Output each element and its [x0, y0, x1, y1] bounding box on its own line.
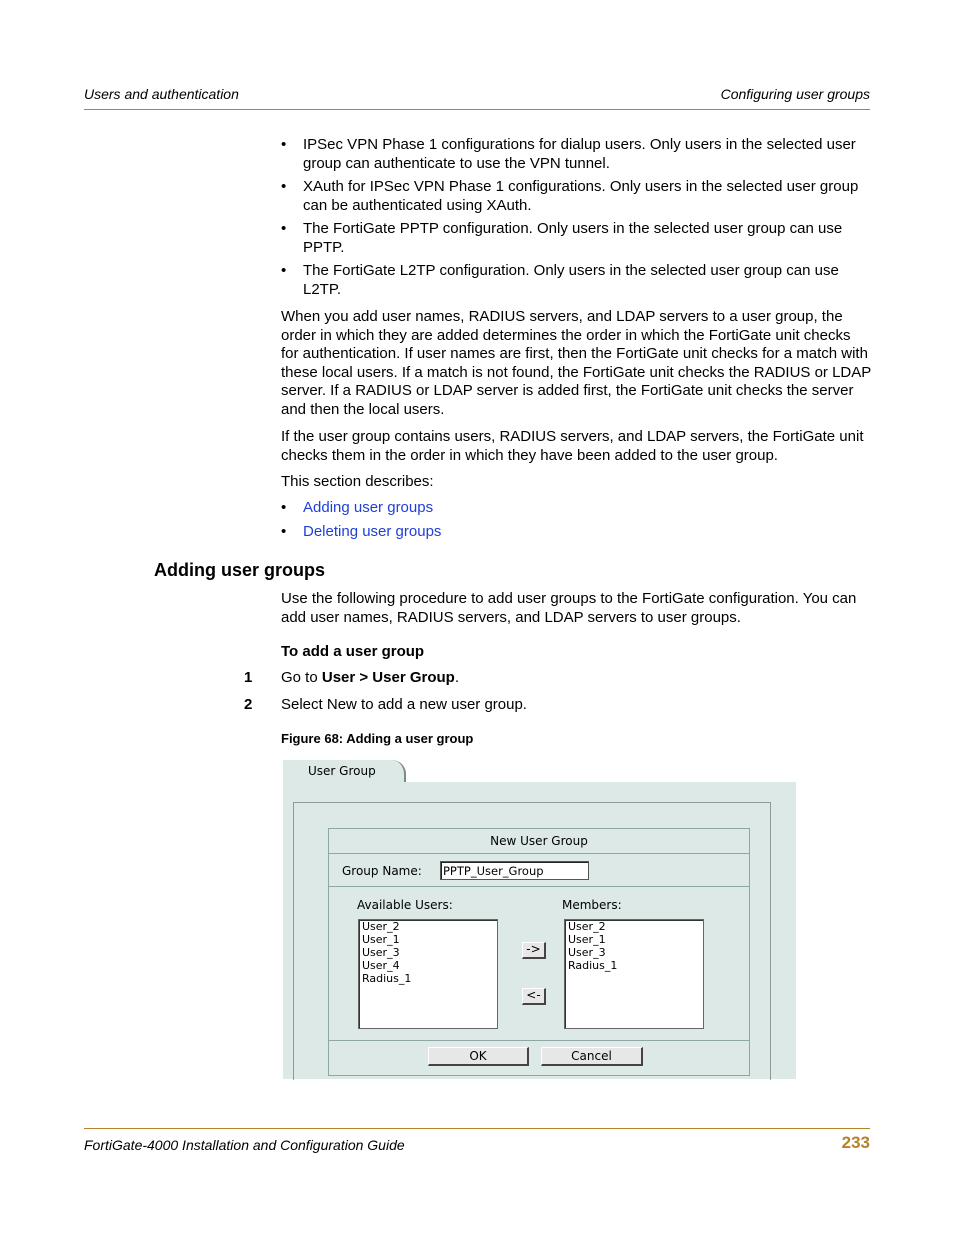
step-text	[281, 669, 459, 688]
step-text-bold: User > User Group	[321, 669, 455, 686]
list-item[interactable]: User_2	[568, 920, 606, 933]
members-list[interactable]	[564, 919, 704, 1029]
list-item[interactable]: User_3	[362, 946, 400, 959]
list-item[interactable]: Radius_1	[568, 959, 618, 972]
list-item[interactable]: User_4	[362, 959, 400, 972]
bullet-dot: •	[281, 262, 287, 279]
step-text-pre: Go to	[281, 669, 322, 686]
button-row-divider	[329, 1040, 749, 1041]
link-bullet	[281, 499, 871, 518]
step-text-post: .	[454, 669, 459, 686]
section-intro: Use the following procedure to add user groups to the FortiGate configuration. You can add user names, RADIUS servers, and LDAP servers to user groups.	[281, 590, 857, 626]
cancel-button[interactable]: Cancel	[541, 1047, 643, 1066]
bullet-text: IPSec VPN Phase 1 configurations for dialup users. Only users in the selected user group can authenticate to use the VPN tunnel.	[303, 136, 856, 172]
running-header-left: Users and authentication	[84, 86, 239, 102]
page-number: 233	[841, 1133, 870, 1152]
tab-edge	[390, 760, 406, 782]
link-bullet	[281, 523, 871, 542]
paragraph-order: When you add user names, RADIUS servers, and LDAP servers to a user group, the order in which they are added determines the order in which the FortiGate unit checks for authentication. If user names are first, then the FortiGate unit checks for a match with these local users. If a match is not found, the FortiGate unit checks the RADIUS or LDAP server. If a RADIUS or LDAP server is added first, the FortiGate unit checks the server and then the local users.	[281, 308, 872, 418]
bullet-dot: •	[281, 220, 287, 237]
step-number: 1	[244, 669, 253, 686]
user-group-tab[interactable]	[283, 760, 406, 782]
step-number: 2	[244, 696, 253, 713]
available-users-label: Available Users:	[357, 898, 453, 912]
bullet-text: The FortiGate L2TP configuration. Only users in the selected user group can use L2TP.	[303, 262, 839, 298]
link-deleting-user-groups[interactable]: Deleting user groups	[303, 523, 442, 540]
bullet-dot: •	[281, 136, 287, 153]
bullet-dot: •	[281, 178, 287, 195]
step-text: Select New to add a new user group.	[281, 696, 527, 713]
link-adding-user-groups[interactable]: Adding user groups	[303, 499, 434, 516]
list-item[interactable]: User_1	[568, 933, 606, 946]
list-item[interactable]: User_3	[568, 946, 606, 959]
bullet-dot: •	[281, 523, 287, 540]
group-name-row	[329, 854, 749, 887]
list-item[interactable]: Radius_1	[362, 972, 412, 985]
bullet-text: The FortiGate PPTP configuration. Only users in the selected user group can use PPTP.	[303, 220, 843, 256]
bullet-item	[281, 220, 871, 257]
list-item[interactable]: User_1	[362, 933, 400, 946]
footer-rule	[84, 1128, 870, 1129]
procedure-title: To add a user group	[281, 643, 425, 660]
figure-caption: Figure 68: Adding a user group	[281, 731, 474, 746]
section-heading: Adding user groups	[154, 560, 325, 580]
bullet-dot: •	[281, 499, 287, 516]
tab-panel	[283, 782, 796, 1079]
ok-button[interactable]: OK	[428, 1047, 529, 1066]
paragraph-mixed: If the user group contains users, RADIUS servers, and LDAP servers, the FortiGate unit checks them in the order in which they have been added to the user group.	[281, 428, 864, 464]
remove-member-button[interactable]: <-	[522, 988, 546, 1005]
add-member-button[interactable]: ->	[522, 942, 546, 959]
header-rule	[84, 109, 870, 110]
footer-title: FortiGate-4000 Installation and Configuration Guide	[84, 1137, 405, 1153]
tab-label: User Group	[308, 764, 376, 778]
panel-title: New User Group	[329, 829, 749, 854]
bullet-text: XAuth for IPSec VPN Phase 1 configurations. Only users in the selected user group can be authenticated using XAuth.	[303, 178, 859, 214]
members-label: Members:	[562, 898, 622, 912]
paragraph-describes: This section describes:	[281, 473, 434, 490]
new-user-group-box	[328, 828, 750, 1076]
group-name-input[interactable]	[440, 861, 589, 880]
bullet-item	[281, 178, 871, 215]
running-header-right: Configuring user groups	[720, 86, 870, 102]
user-group-figure	[283, 760, 796, 1079]
bullet-item	[281, 262, 871, 299]
available-users-list[interactable]	[358, 919, 498, 1029]
bullet-item	[281, 136, 871, 173]
group-name-label: Group Name:	[342, 864, 422, 878]
list-item[interactable]: User_2	[362, 920, 400, 933]
